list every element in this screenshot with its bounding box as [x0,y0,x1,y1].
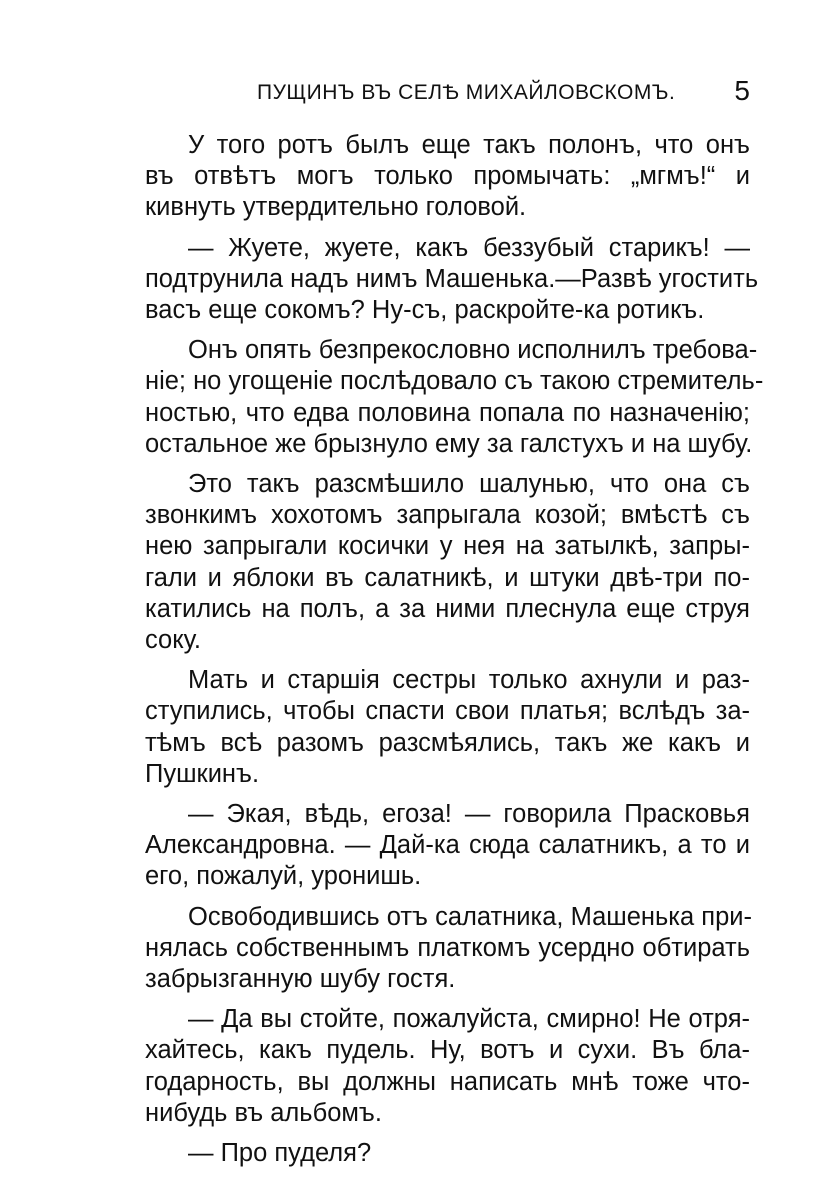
text-line: подтрунила надъ нимъ Машенька.—Развѣ угостить [145,264,759,293]
text-line: гали и яблоки въ салатникѣ, и штуки двѣ-три по- [145,563,750,592]
text-line: ступились, чтобы спасти свои платья; вслѣдъ за- [145,697,750,726]
page-number: 5 [734,75,750,106]
text-line: годарность, вы должны написать мнѣ тоже что- [145,1067,750,1096]
text-line: Мать и старшія сестры только ахнули и раз- [188,666,750,695]
text-line: ніе; но угощеніе послѣдовало съ такою стремитель- [145,367,764,396]
text-line: васъ еще сокомъ? Ну-съ, раскройте-ка ротикъ. [145,296,705,325]
paragraph [145,902,753,996]
text-line: хайтесь, какъ пудель. Ну, вотъ и сухи. Въ бла- [145,1036,750,1065]
paragraph [145,665,750,790]
text-line: остальное же брызнуло ему за галстухъ и на шубу. [145,429,753,458]
text-line: — Жуете, жуете, какъ беззубый старикъ! — [188,233,750,262]
text-line: катились на полъ, а за ними плеснула еще струя [145,594,750,623]
text-line: кивнуть утвердительно головой. [145,193,527,222]
text-line: тѣмъ всѣ разомъ разсмѣялись, такъ же какъ и [145,728,750,757]
text-line: Александровна. — Дай-ка сюда салатникъ, а то и [145,831,750,860]
text-line: — Про пуделя? [188,1139,372,1168]
text-line: нибудь въ альбомъ. [145,1098,382,1127]
text-line: нялась собственнымъ платкомъ усердно обтирать [145,933,750,962]
text-line: ностью, что едва половина попала по назначенію; [145,398,750,427]
text-line: — Экая, вѣдь, егоза! — говорила Прасковья [188,800,750,829]
body-text [145,130,764,1169]
text-line: звонкимъ хохотомъ запрыгала козой; вмѣстѣ съ [145,501,750,530]
text-line: Освободившись отъ салатника, Машенька при- [188,902,753,931]
paragraph [145,233,759,327]
book-page [145,75,764,1169]
text-line: Это такъ разсмѣшило шалунью, что она съ [188,470,750,499]
paragraph [145,130,750,224]
text-line: Онъ опять безпрекословно исполнилъ требова- [188,336,758,365]
paragraph [145,799,750,893]
paragraph [145,1138,750,1169]
text-line: соку. [145,626,201,655]
paragraph [145,335,764,460]
text-line: Пушкинъ. [145,759,260,788]
text-line: забрызганную шубу гостя. [145,965,456,994]
text-line: нею запрыгали косички у нея на затылкѣ, запры- [145,532,750,561]
running-title: ПУЩИНЪ ВЪ СЕЛѢ МИХАЙЛОВСКОМЪ. [257,81,676,104]
page-header [145,75,750,112]
paragraph [145,1004,750,1129]
text-line: въ отвѣтъ могъ только промычать: „мгмъ!“ и [145,162,750,191]
paragraph [145,469,750,656]
text-line: — Да вы стойте, пожалуйста, смирно! Не отря- [188,1005,750,1034]
text-line: его, пожалуй, уронишь. [145,862,422,891]
text-line: У того ротъ былъ еще такъ полонъ, что онъ [188,131,750,159]
